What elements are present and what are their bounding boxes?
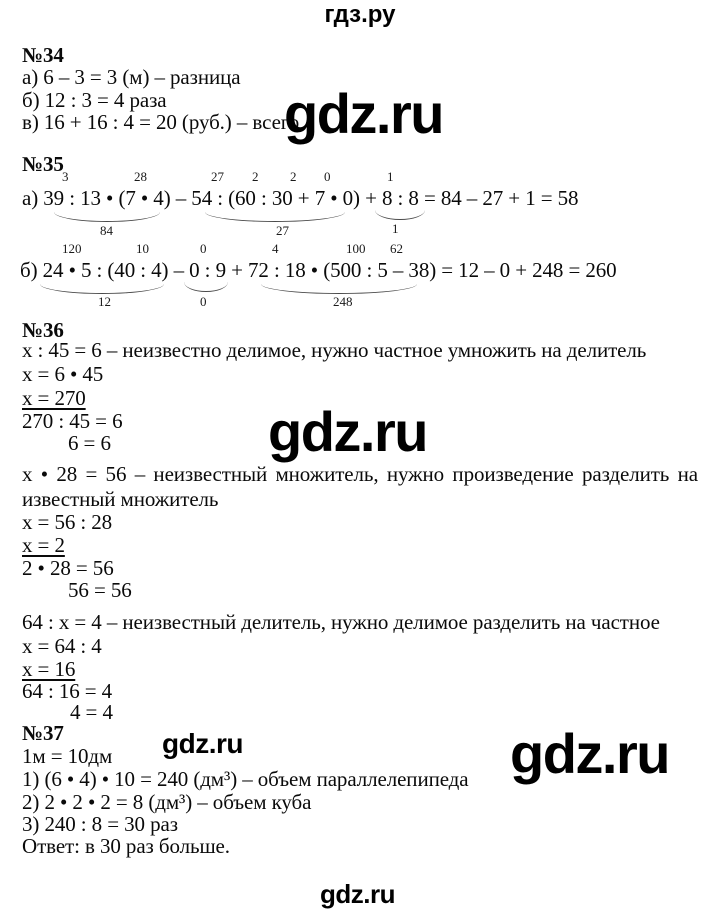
task-35-expr-a: а) 39 : 13 • (7 • 4) – 54 : (60 : 30 + 7 • 0) + 8 : 8 = 84 – 27 + 1 = 58 xyxy=(22,186,579,210)
task-36-case1-answer: х = 270 xyxy=(22,386,86,410)
underbrace xyxy=(375,209,425,220)
over-number: 2 xyxy=(290,169,297,184)
task-36-case3-step: х = 64 : 4 xyxy=(22,634,102,658)
over-number: 62 xyxy=(390,241,403,256)
task-36-case1-explain: х : 45 = 6 – неизвестно делимое, нужно частное умножить на делитель xyxy=(22,338,647,362)
over-number: 10 xyxy=(136,241,149,256)
over-number: 120 xyxy=(62,241,82,256)
task-36-case3-answer: х = 16 xyxy=(22,657,76,681)
over-number: 2 xyxy=(252,169,259,184)
over-number: 28 xyxy=(134,169,147,184)
task-37-step3: 3) 240 : 8 = 30 раз xyxy=(22,812,178,836)
watermark-gdz-3: gdz.ru xyxy=(162,728,243,759)
watermark-gdz-1: gdz.ru xyxy=(284,82,443,145)
under-number: 0 xyxy=(200,294,207,309)
task-36-case3-check1: 64 : 16 = 4 xyxy=(22,679,113,703)
over-number: 3 xyxy=(62,169,69,184)
task-37-step2: 2) 2 • 2 • 2 = 8 (дм³) – объем куба xyxy=(22,790,312,814)
under-number: 27 xyxy=(276,223,289,238)
task-36-case1-check2: 6 = 6 xyxy=(68,431,111,455)
task-36-case2-step: х = 56 : 28 xyxy=(22,510,113,534)
over-number: 1 xyxy=(387,169,394,184)
watermark-gdz-4: gdz.ru xyxy=(510,722,669,785)
task-34-title: №34 xyxy=(22,43,64,67)
task-34-line-v: в) 16 + 16 : 4 = 20 (руб.) – всего xyxy=(22,110,300,134)
task-37-note: 1м = 10дм xyxy=(22,744,113,768)
under-number: 84 xyxy=(100,223,113,238)
task-34-line-a: а) 6 – 3 = 3 (м) – разница xyxy=(22,65,241,89)
task-36-case2-check1: 2 • 28 = 56 xyxy=(22,556,114,580)
underbrace xyxy=(205,211,345,222)
task-36-case2-explain1: х • 28 = 56 – неизвестный множитель, нужно произведение разделить на xyxy=(22,462,698,486)
task-36-title: №36 xyxy=(22,318,64,342)
task-36-case1-step: х = 6 • 45 xyxy=(22,362,104,386)
task-35-title: №35 xyxy=(22,152,64,176)
over-number: 4 xyxy=(272,241,279,256)
watermark-gdz-2: gdz.ru xyxy=(268,400,427,463)
task-35-expr-b: б) 24 • 5 : (40 : 4) – 0 : 9 + 72 : 18 • (500 : 5 – 38) = 12 – 0 + 248 = 260 xyxy=(20,258,617,282)
under-number: 12 xyxy=(98,294,111,309)
over-number: 27 xyxy=(211,169,224,184)
task-36-case2-check2: 56 = 56 xyxy=(68,578,132,602)
site-header: гдз.ру xyxy=(324,1,396,28)
task-37-answer: Ответ: в 30 раз больше. xyxy=(22,834,230,858)
task-36-case3-check2: 4 = 4 xyxy=(70,700,113,724)
task-36-case1-check1: 270 : 45 = 6 xyxy=(22,409,123,433)
task-36-case2-answer: х = 2 xyxy=(22,533,65,557)
under-number: 248 xyxy=(333,294,353,309)
task-36-case3-explain: 64 : х = 4 – неизвестный делитель, нужно делимое разделить на частное xyxy=(22,610,660,634)
over-number: 0 xyxy=(324,169,331,184)
over-number: 0 xyxy=(200,241,207,256)
underbrace xyxy=(54,211,160,222)
watermark-gdz-5: gdz.ru xyxy=(320,879,395,909)
underbrace xyxy=(261,283,417,294)
task-37-step1: 1) (6 • 4) • 10 = 240 (дм³) – объем параллелепипеда xyxy=(22,767,469,791)
task-37-title: №37 xyxy=(22,721,64,745)
task-36-case2-explain2: известный множитель xyxy=(22,487,219,511)
over-number: 100 xyxy=(346,241,366,256)
underbrace xyxy=(184,281,228,292)
under-number: 1 xyxy=(392,221,399,236)
task-34-line-b: б) 12 : 3 = 4 раза xyxy=(22,88,167,112)
underbrace xyxy=(40,283,164,294)
